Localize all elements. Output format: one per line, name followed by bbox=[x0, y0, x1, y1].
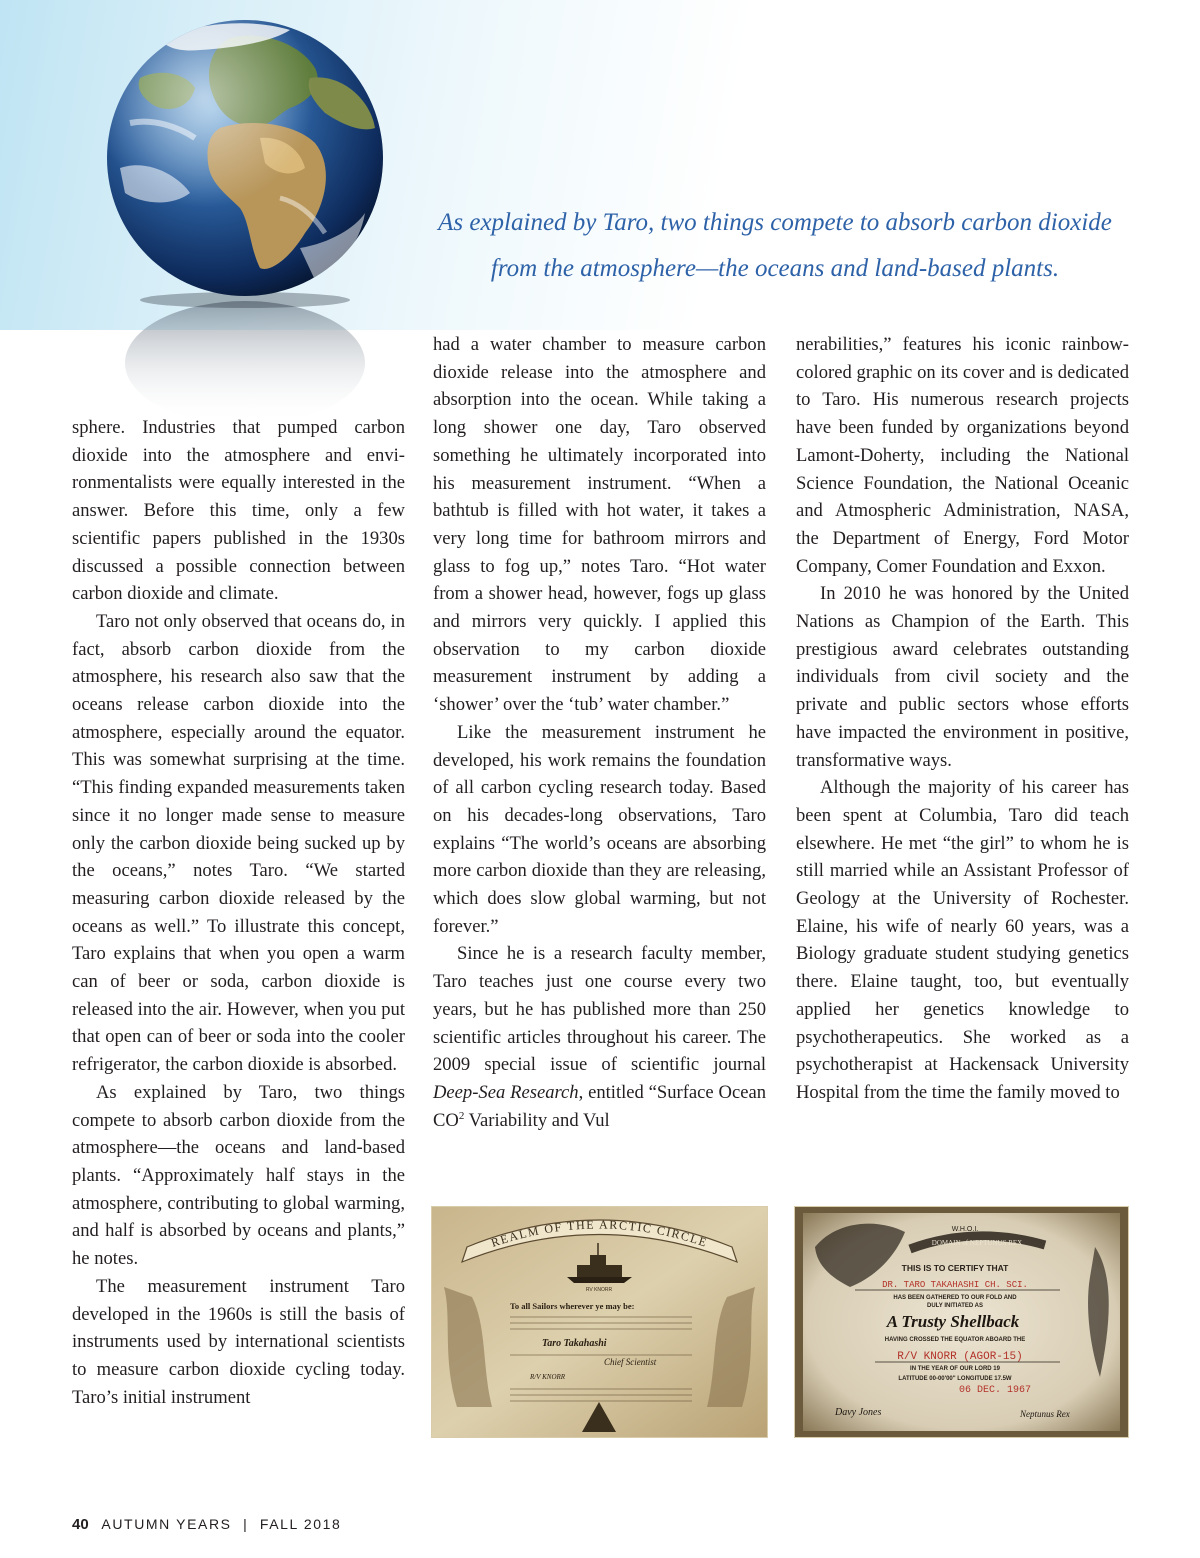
paragraph: Although the majority of his career has been spent at Columbia, Taro did teach elsewhere. He met “the girl” to whom he is still married while an Assistant Professor of Geology at the University of Rochester. Elaine, his wife of nearly 60 years, was a Biology graduate student studying genetics there. Elaine taught, too, but eventually applied her genetics knowledge to psychotherapeutics. She worked as a psychotherapist at Hackensack University Hospital from the time the family moved to bbox=[796, 777, 1129, 1103]
year-text: IN THE YEAR OF OUR LORD 19 bbox=[910, 1366, 1000, 1372]
paragraph: nerabilities,” features his iconic rainbow-colored graphic on its cover and is dedicated to Taro. His numerous research projects have been funded by organizations beyond Lamont-Doherty, including the National Science Foundation, the National Oceanic and Atmospheric Administration, NASA, the Department of Energy, Ford Motor Company, Comer Foundation and Exxon. bbox=[796, 334, 1129, 577]
magazine-name: AUTUMN YEARS bbox=[101, 1516, 232, 1532]
globe-icon bbox=[100, 18, 390, 428]
article-column-1 bbox=[72, 414, 405, 1411]
crossed-text: HAVING CROSSED THE EQUATOR ABOARD THE bbox=[884, 1337, 1026, 1343]
paragraph: Taro not only observed that oceans do, in fact, absorb carbon dioxide from the atmosphere, his research also saw that the oceans release carbon dioxide into the atmosphere, especially around the equator. This was somewhat surprising at the time. “This finding expanded measurements taken since it no longer made sense to measure only the carbon dioxide being sucked up by the oceans,” notes Taro. “We started measuring carbon dioxide released by the oceans as well.” To illustrate this concept, Taro explains that when you open a warm can of beer or soda, carbon dioxide is released into the air. However, when you put that open can of beer or soda into the cooler refrigerator, the carbon dioxide is absorbed. bbox=[72, 610, 405, 1076]
arctic-circle-certificate-photo bbox=[432, 1207, 767, 1437]
pull-quote-line-2: from the atmosphere—the oceans and land-based plants. bbox=[490, 255, 1060, 282]
paragraph-text: , entitled “Surface Ocean CO bbox=[433, 1081, 766, 1131]
pull-quote bbox=[425, 200, 1125, 292]
paragraph: The measurement instrument Taro developed in the 1960s is still the basis of instruments used by international scientists to measure carbon dioxide cycling today. Taro’s initial instrument bbox=[72, 1275, 405, 1408]
certificate-date: 06 DEC. 1967 bbox=[958, 1385, 1032, 1396]
issue-label: FALL 2018 bbox=[259, 1516, 342, 1532]
article-column-3 bbox=[796, 331, 1129, 1107]
page-footer bbox=[72, 1516, 341, 1533]
footer-separator: | bbox=[243, 1516, 249, 1532]
signature-neptunus-rex: Neptunus Rex bbox=[1020, 1409, 1070, 1419]
certificate-org: W.H.O.I. bbox=[951, 1226, 979, 1233]
certificate-name: Taro Takahashi bbox=[542, 1338, 607, 1349]
certificate-role: Chief Scientist bbox=[604, 1357, 657, 1367]
earth-globe-illustration bbox=[100, 18, 390, 428]
certificate-vessel: R/V KNORR bbox=[530, 1373, 566, 1381]
journal-title: Deep-Sea Research bbox=[433, 1081, 579, 1103]
article-column-2 bbox=[433, 331, 766, 1134]
paragraph: In 2010 he was honored by the United Nations as Champion of the Earth. This prestigious award celebrates outstanding individuals from civil society and the private and public sectors whose efforts have impacted the environment in positive, transformative ways. bbox=[796, 583, 1129, 771]
paragraph: Like the measurement instrument he developed, his work remains the foundation of all carbon cycling research today. Based on his decades-long observations, Taro explains “The world’s oceans are absorbing more carbon dioxide than they are releasing, which does slow global warming, but not forever.” bbox=[433, 721, 766, 937]
coordinates-text: LATITUDE 00-00'00" LONGITUDE 17.5W bbox=[898, 1376, 1012, 1382]
certify-text: THIS IS TO CERTIFY THAT bbox=[901, 1263, 1009, 1273]
paragraph bbox=[433, 940, 766, 1134]
subscript-2: 2 bbox=[458, 1109, 465, 1122]
certificate-name: DR. TARO TAKAHASHI CH. SCI. bbox=[882, 1280, 1028, 1290]
banner-text: REALM OF THE ARCTIC CIRCLE bbox=[489, 1217, 710, 1250]
shellback-title: A Trusty Shellback bbox=[886, 1312, 1020, 1331]
certificate-vessel: R/V KNORR (AGOR-15) bbox=[897, 1351, 1023, 1363]
gathered-text: HAS BEEN GATHERED TO OUR FOLD AND bbox=[893, 1295, 1017, 1301]
paragraph: had a water chamber to measure carbon dioxide release into the atmosphere and absorption into the ocean. While taking a long shower one day, Taro observed something he ultimately incorporated into his measurement instrument. “When a bathtub is filled with hot water, it takes a very long time for bathroom mirrors and glass to fog up,” notes Taro. “Hot water from a shower head, however, fogs up glass and mirrors very quickly. I applied this observation to my carbon dioxide measurement instrument by adding a ‘shower’ over the ‘tub’ water chamber.” bbox=[433, 334, 766, 716]
signature-davy-jones: Davy Jones bbox=[835, 1407, 882, 1418]
certificate-greeting: To all Sailors wherever ye may be: bbox=[510, 1301, 635, 1311]
paragraph-text: Variability and Vul bbox=[464, 1109, 610, 1131]
paragraph-text: Since he is a research faculty member, Taro teaches just one course every two years, but he has published more than 250 scientific articles throughout his career. The 2009 special issue of scientific journal bbox=[433, 943, 766, 1076]
ship-caption: RV KNORR bbox=[585, 1287, 613, 1293]
paragraph: sphere. Industries that pumped carbon dioxide into the atmosphere and environmentalists were equally interested in the answer. Before this time, only a few scientific papers published in the 1930s discussed a possible connection between carbon dioxide and climate. bbox=[72, 417, 405, 605]
pull-quote-line-1: As explained by Taro, two things compete to absorb carbon dioxide bbox=[438, 209, 1112, 236]
paragraph: As explained by Taro, two things compete to absorb carbon dioxide from the atmosphere—the oceans and land-based plants. “Approximately half stays in the atmosphere, contributing to global warming, and half is absorbed by oceans and plants,” he notes. bbox=[72, 1081, 405, 1270]
certificate-domain: DOMAIN of NEPTUNUS REX bbox=[931, 1239, 1023, 1247]
initiated-text: DULY INITIATED AS bbox=[926, 1303, 984, 1309]
shellback-certificate-photo bbox=[795, 1207, 1128, 1437]
page-number: 40 bbox=[72, 1516, 89, 1533]
